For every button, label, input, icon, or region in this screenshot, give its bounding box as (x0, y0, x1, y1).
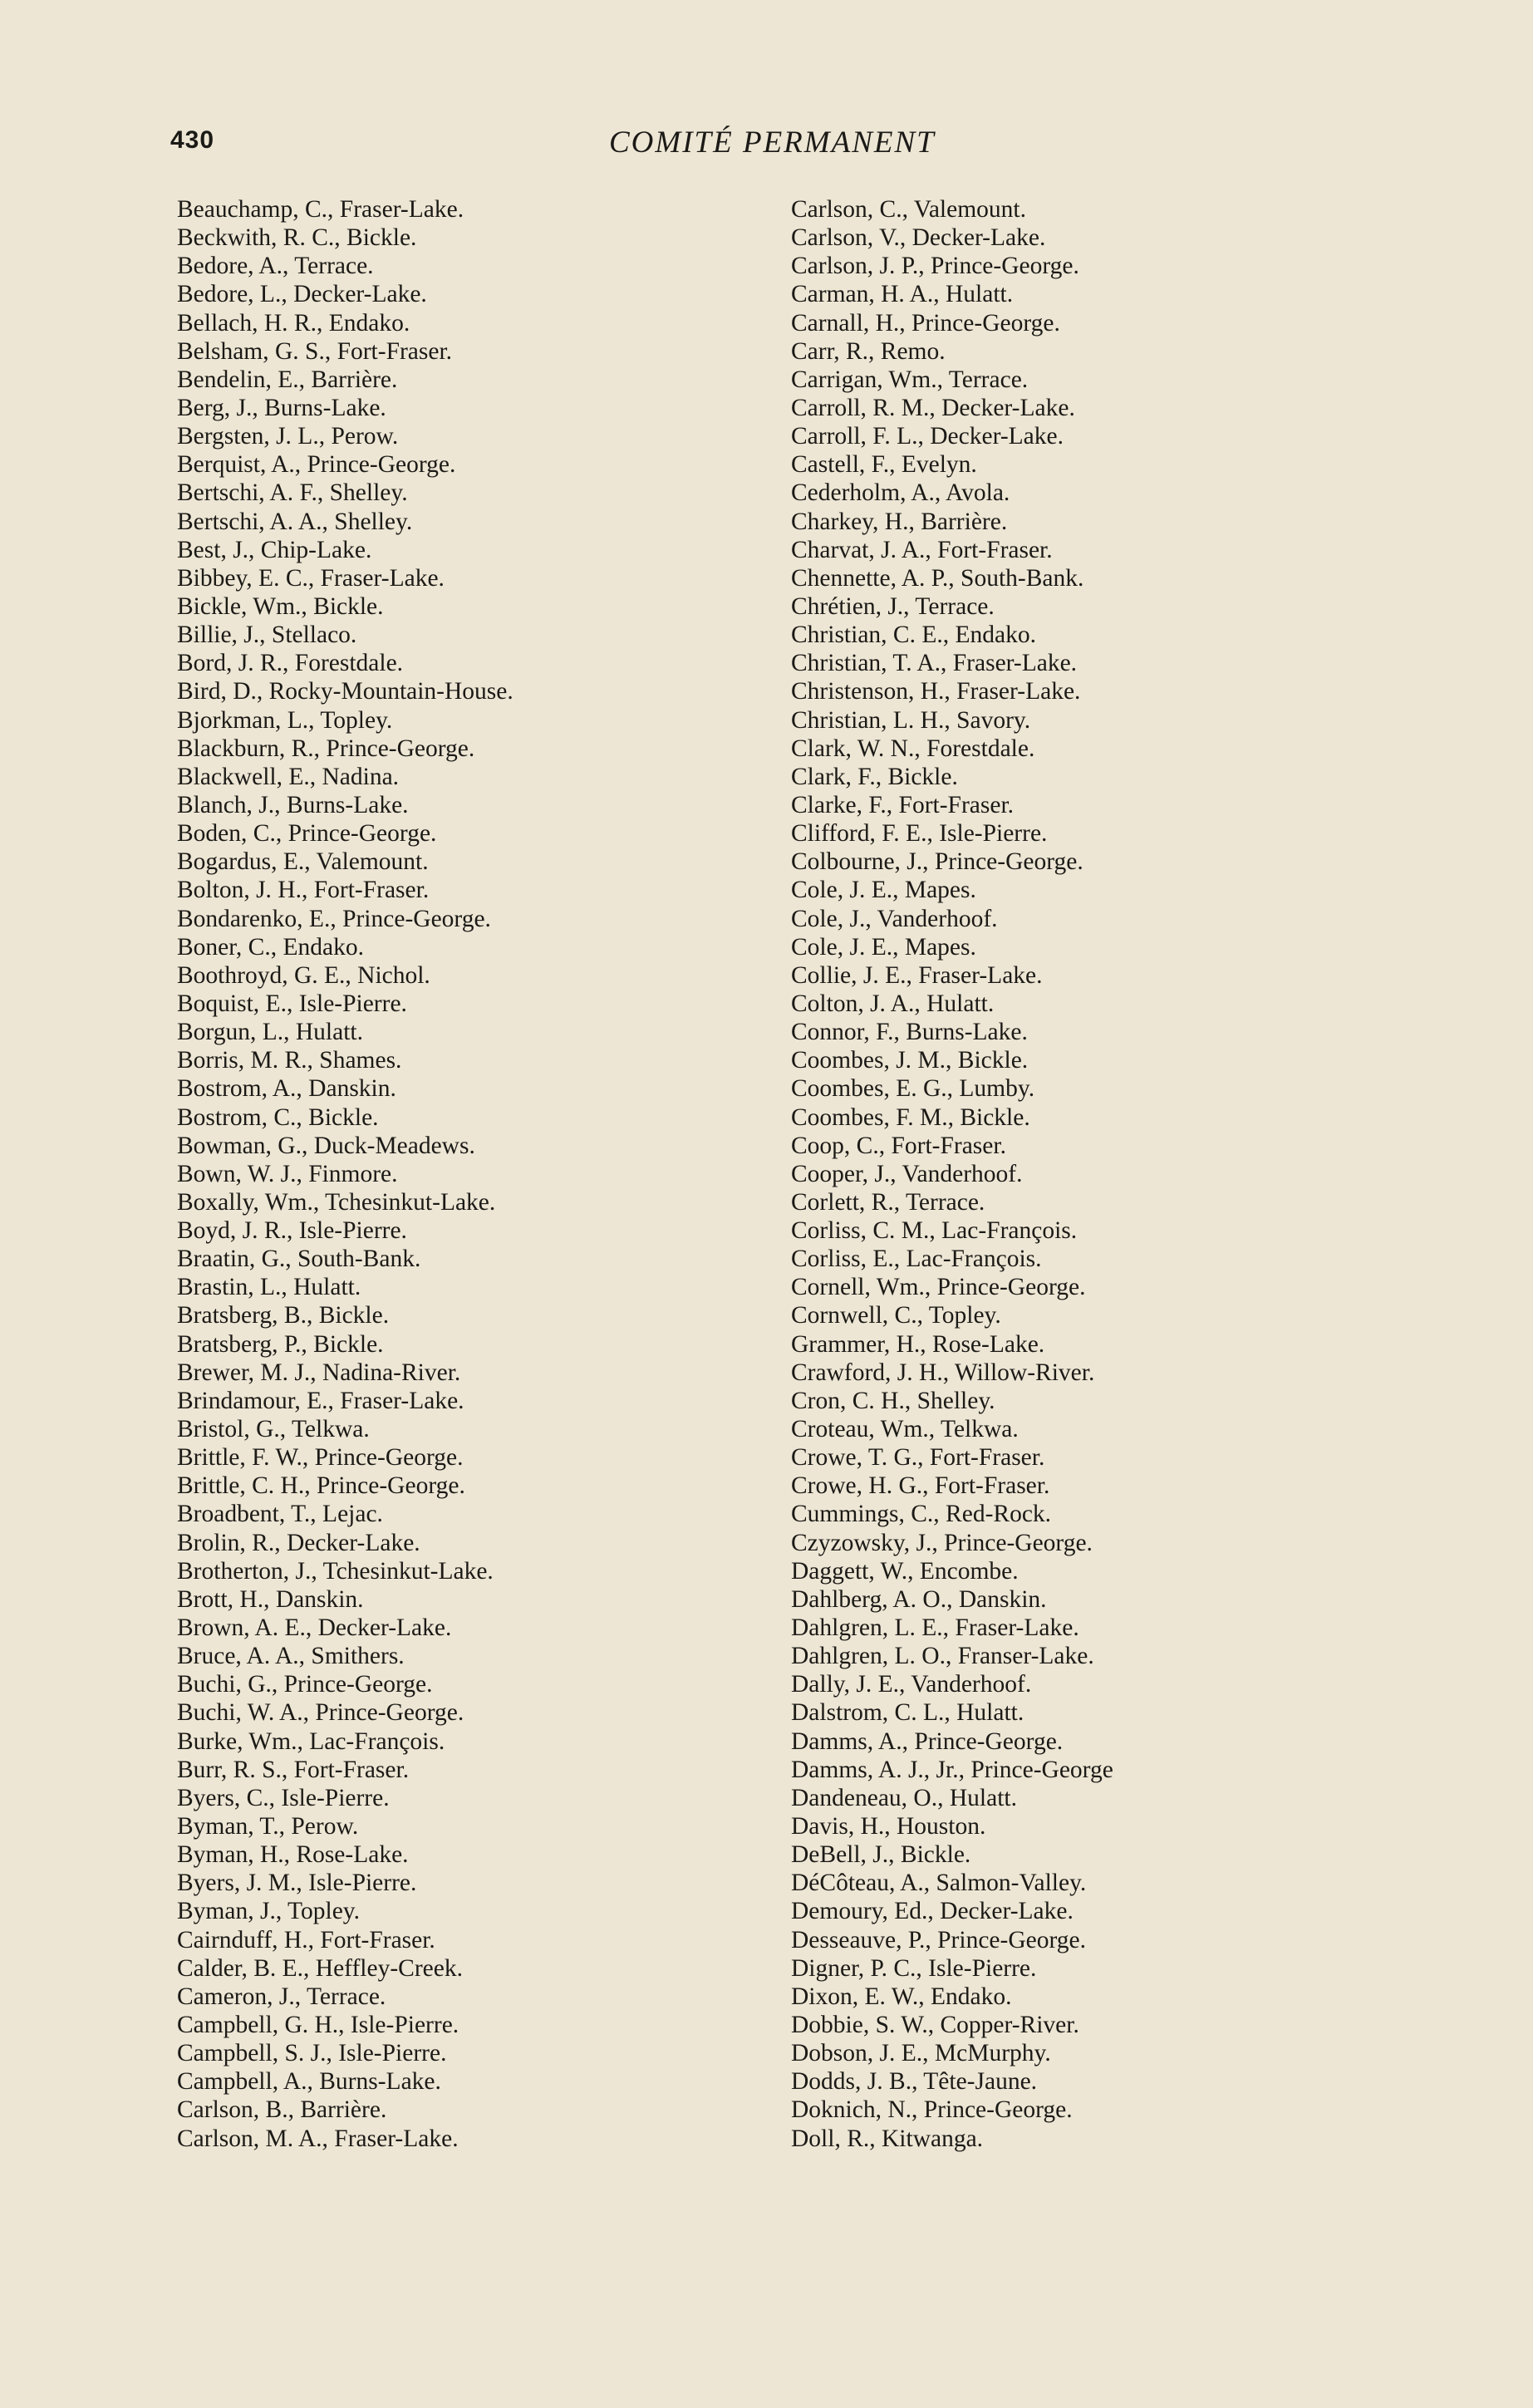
name-entry: Corliss, C. M., Lac-François. (791, 1217, 1078, 1245)
name-entry: Bostrom, A., Danskin. (177, 1075, 396, 1103)
name-entry: Bjorkman, L., Topley. (177, 706, 393, 734)
name-entry: Cole, J. E., Mapes. (791, 877, 976, 904)
name-entry: Bedore, L., Decker-Lake. (177, 281, 427, 308)
name-entry: Coombes, J. M., Bickle. (791, 1047, 1029, 1074)
name-entry: Doknich, N., Prince-George. (791, 2096, 1073, 2124)
name-entry: Best, J., Chip-Lake. (177, 536, 372, 563)
name-entry: Christenson, H., Fraser-Lake. (791, 678, 1081, 705)
name-entry: Buchi, G., Prince-George. (177, 1671, 433, 1698)
name-entry: Borris, M. R., Shames. (177, 1047, 402, 1074)
name-entry: Crawford, J. H., Willow-River. (791, 1359, 1095, 1386)
name-entry: Bogardus, E., Valemount. (177, 848, 429, 876)
name-entry: Chennette, A. P., South-Bank. (791, 564, 1084, 592)
name-entry: Davis, H., Houston. (791, 1813, 986, 1840)
name-entry: Coop, C., Fort-Fraser. (791, 1132, 1006, 1159)
name-entry: Bown, W. J., Finmore. (177, 1160, 398, 1187)
name-entry: Charkey, H., Barrière. (791, 508, 1008, 535)
name-entry: Dodds, J. B., Tête-Jaune. (791, 2068, 1038, 2096)
name-entry: Dahlgren, L. E., Fraser-Lake. (791, 1614, 1079, 1642)
name-entry: Bedore, A., Terrace. (177, 253, 374, 280)
name-entry: Cole, J., Vanderhoof. (791, 905, 998, 932)
name-entry: Boyd, J. R., Isle-Pierre. (177, 1217, 407, 1245)
name-entry: Borgun, L., Hulatt. (177, 1019, 363, 1046)
name-entry: Brittle, C. H., Prince-George. (177, 1472, 465, 1500)
name-entry: Boothroyd, G. E., Nichol. (177, 961, 430, 989)
name-entry: Clark, F., Bickle. (791, 763, 958, 790)
name-entry: DeBell, J., Bickle. (791, 1841, 971, 1869)
name-entry: DéCôteau, A., Salmon-Valley. (791, 1870, 1087, 1897)
name-entry: Byman, H., Rose-Lake. (177, 1841, 409, 1869)
name-entry: Dandeneau, O., Hulatt. (791, 1784, 1017, 1811)
name-entry: Boner, C., Endako. (177, 933, 364, 961)
name-entry: Coombes, F. M., Bickle. (791, 1103, 1030, 1131)
name-entry: Carnall, H., Prince-George. (791, 309, 1060, 337)
name-entry: Brittle, F. W., Prince-George. (177, 1444, 464, 1472)
name-entry: Carrigan, Wm., Terrace. (791, 366, 1029, 393)
name-entry: Cron, C. H., Shelley. (791, 1387, 995, 1414)
name-entry: Bertschi, A. A., Shelley. (177, 508, 413, 535)
name-entry: Belsham, G. S., Fort-Fraser. (177, 337, 453, 365)
name-entry: Calder, B. E., Heffley-Creek. (177, 1954, 463, 1982)
name-entry: Bird, D., Rocky-Mountain-House. (177, 678, 513, 705)
name-entry: Bratsberg, P., Bickle. (177, 1330, 384, 1358)
name-entry: Cederholm, A., Avola. (791, 479, 1010, 507)
name-entry: Brolin, R., Decker-Lake. (177, 1529, 420, 1556)
name-entry: Blackwell, E., Nadina. (177, 763, 400, 790)
name-entry: Brotherton, J., Tchesinkut-Lake. (177, 1557, 494, 1585)
name-entry: Dahlberg, A. O., Danskin. (791, 1585, 1047, 1613)
name-entry: Cairnduff, H., Fort-Fraser. (177, 1926, 435, 1953)
name-entry: Cameron, J., Terrace. (177, 1983, 386, 2010)
name-entry: Carlson, M. A., Fraser-Lake. (177, 2125, 459, 2152)
name-entry: Bellach, H. R., Endako. (177, 309, 410, 337)
name-entry: Christian, T. A., Fraser-Lake. (791, 650, 1078, 677)
name-entry: Cummings, C., Red-Rock. (791, 1501, 1052, 1528)
name-entry: Beauchamp, C., Fraser-Lake. (177, 196, 464, 223)
name-entry: Carlson, V., Decker-Lake. (791, 224, 1046, 252)
name-entry: Carlson, B., Barrière. (177, 2096, 387, 2124)
name-entry: Brott, H., Danskin. (177, 1585, 364, 1613)
name-entry: Campbell, G. H., Isle-Pierre. (177, 2012, 459, 2038)
name-entry: Coombes, E. G., Lumby. (791, 1075, 1035, 1103)
name-entry: Castell, F., Evelyn. (791, 451, 977, 479)
name-entry: Campbell, A., Burns-Lake. (177, 2068, 441, 2096)
name-entry: Christian, C. E., Endako. (791, 622, 1036, 649)
name-entry: Carroll, R. M., Decker-Lake. (791, 394, 1075, 421)
name-entry: Blackburn, R., Prince-George. (177, 735, 475, 762)
name-entry: Chrétien, J., Terrace. (791, 592, 995, 620)
name-entry: Beckwith, R. C., Bickle. (177, 224, 417, 252)
name-entry: Brastin, L., Hulatt. (177, 1274, 361, 1301)
name-entry: Desseauve, P., Prince-George. (791, 1926, 1086, 1953)
right-column-list (791, 195, 1456, 2153)
name-entry: Brewer, M. J., Nadina-River. (177, 1359, 461, 1386)
name-entry: Brindamour, E., Fraser-Lake. (177, 1387, 464, 1414)
name-entry: Billie, J., Stellaco. (177, 622, 357, 649)
name-entry: Carlson, J. P., Prince-George. (791, 253, 1079, 280)
name-entry: Cornwell, C., Topley. (791, 1302, 1001, 1329)
name-entry: Clifford, F. E., Isle-Pierre. (791, 820, 1048, 848)
name-entry: Bickle, Wm., Bickle. (177, 592, 384, 620)
name-entry: Cooper, J., Vanderhoof. (791, 1160, 1023, 1187)
name-entry: Campbell, S. J., Isle-Pierre. (177, 2040, 447, 2067)
name-entry: Dobbie, S. W., Copper-River. (791, 2012, 1079, 2038)
name-entry: Czyzowsky, J., Prince-George. (791, 1529, 1093, 1556)
name-entry: Cornell, Wm., Prince-George. (791, 1274, 1086, 1301)
name-entry: Braatin, G., South-Bank. (177, 1246, 421, 1273)
name-entry: Bostrom, C., Bickle. (177, 1103, 379, 1131)
name-entry: Blanch, J., Burns-Lake. (177, 791, 409, 818)
name-entry: Carroll, F. L., Decker-Lake. (791, 423, 1064, 450)
name-entry: Byers, C., Isle-Pierre. (177, 1784, 390, 1811)
name-entry: Crowe, H. G., Fort-Fraser. (791, 1472, 1050, 1500)
left-column-list (177, 195, 759, 2153)
name-entry: Byman, J., Topley. (177, 1898, 360, 1925)
name-entry: Berg, J., Burns-Lake. (177, 394, 386, 421)
name-entry: Broadbent, T., Lejac. (177, 1501, 383, 1528)
name-entry: Daggett, W., Encombe. (791, 1557, 1019, 1585)
name-entry: Croteau, Wm., Telkwa. (791, 1416, 1019, 1443)
name-entry: Byman, T., Perow. (177, 1813, 359, 1840)
name-entry: Bowman, G., Duck-Meadews. (177, 1132, 475, 1159)
page-number: 430 (170, 126, 215, 154)
running-title: COMITÉ PERMANENT (609, 125, 936, 160)
name-entry: Dixon, E. W., Endako. (791, 1983, 1012, 2010)
name-entry: Buchi, W. A., Prince-George. (177, 1699, 464, 1727)
name-entry: Bristol, G., Telkwa. (177, 1416, 370, 1443)
name-entry: Damms, A., Prince-George. (791, 1727, 1064, 1755)
name-entry: Bergsten, J. L., Perow. (177, 423, 399, 450)
name-entry: Carr, R., Remo. (791, 337, 946, 365)
name-entry: Corliss, E., Lac-François. (791, 1246, 1042, 1273)
name-entry: Digner, P. C., Isle-Pierre. (791, 1954, 1037, 1982)
name-entry: Boquist, E., Isle-Pierre. (177, 990, 407, 1017)
name-entry: Bibbey, E. C., Fraser-Lake. (177, 564, 445, 592)
name-entry: Christian, L. H., Savory. (791, 706, 1031, 734)
name-entry: Colton, J. A., Hulatt. (791, 990, 995, 1017)
name-entry: Collie, J. E., Fraser-Lake. (791, 961, 1043, 989)
name-entry: Corlett, R., Terrace. (791, 1188, 985, 1216)
name-entry: Colbourne, J., Prince-George. (791, 848, 1083, 876)
name-entry: Charvat, J. A., Fort-Fraser. (791, 536, 1053, 563)
name-entry: Bolton, J. H., Fort-Fraser. (177, 877, 430, 904)
name-entry: Doll, R., Kitwanga. (791, 2125, 984, 2152)
name-entry: Bratsberg, B., Bickle. (177, 1302, 390, 1329)
name-entry: Carman, H. A., Hulatt. (791, 281, 1014, 308)
name-entry: Cole, J. E., Mapes. (791, 933, 976, 961)
name-entry: Connor, F., Burns-Lake. (791, 1019, 1028, 1046)
name-entry: Crowe, T. G., Fort-Fraser. (791, 1444, 1045, 1472)
name-entry: Bondarenko, E., Prince-George. (177, 905, 491, 932)
name-entry: Byers, J. M., Isle-Pierre. (177, 1870, 417, 1897)
name-entry: Boden, C., Prince-George. (177, 820, 437, 848)
name-entry: Burke, Wm., Lac-François. (177, 1727, 445, 1755)
name-entry: Demoury, Ed., Decker-Lake. (791, 1898, 1074, 1925)
name-entry: Dally, J. E., Vanderhoof. (791, 1671, 1032, 1698)
name-entry: Dahlgren, L. O., Franser-Lake. (791, 1643, 1094, 1670)
name-entry: Clarke, F., Fort-Fraser. (791, 791, 1015, 818)
name-entry: Dobson, J. E., McMurphy. (791, 2040, 1051, 2067)
name-entry: Dalstrom, C. L., Hulatt. (791, 1699, 1024, 1727)
name-entry: Brown, A. E., Decker-Lake. (177, 1614, 452, 1642)
name-entry: Berquist, A., Prince-George. (177, 451, 456, 479)
name-entry: Grammer, H., Rose-Lake. (791, 1330, 1045, 1358)
name-entry: Bertschi, A. F., Shelley. (177, 479, 408, 507)
name-entry: Bord, J. R., Forestdale. (177, 650, 404, 677)
name-entry: Burr, R. S., Fort-Fraser. (177, 1756, 410, 1783)
name-entry: Bruce, A. A., Smithers. (177, 1643, 405, 1670)
name-entry: Boxally, Wm., Tchesinkut-Lake. (177, 1188, 496, 1216)
name-entry: Carlson, C., Valemount. (791, 196, 1026, 223)
name-entry: Damms, A. J., Jr., Prince-George (791, 1756, 1113, 1783)
name-entry: Clark, W. N., Forestdale. (791, 735, 1035, 762)
name-entry: Bendelin, E., Barrière. (177, 366, 398, 393)
page-header (0, 126, 1533, 163)
